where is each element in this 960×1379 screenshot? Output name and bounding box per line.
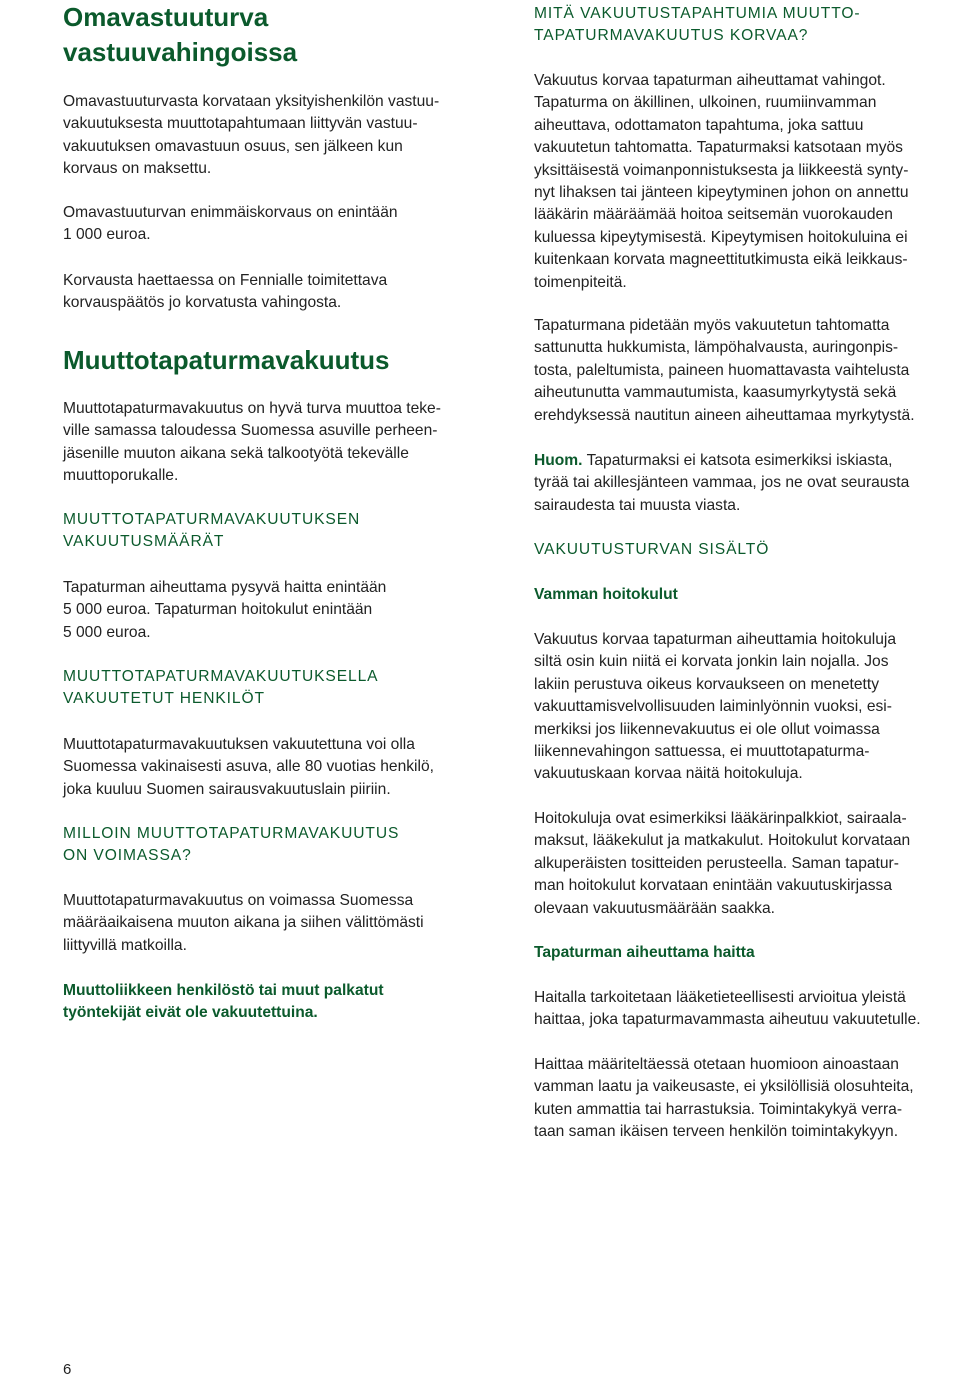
heading-vamman-hoitokulut: Vamman hoitokulut [534,586,678,603]
notice-not-insured: Muuttoliikkeen henkilöstö tai muut palkatut työntekijät eivät ole vakuutettuina. [63,982,384,1022]
omavastuu-paragraph-1: Omavastuuturvasta korvataan yksityishenkilön vastuu- vakuutuksesta muuttotapahtumaan liittyvän vastuu- vakuutuksen omavastuun osuus, sen jälkeen kun korvaus on maksettu. [63,93,440,178]
page-number: 6 [63,1361,72,1378]
voimassa-paragraph: Muuttotapaturmavakuutus on voimassa Suomessa määräaikaisena muuton aikana ja siihen välittömästi liittyvillä matkoilla. [63,892,424,954]
heading-voimassa: MILLOIN MUUTTOTAPATURMAVAKUUTUS ON VOIMASSA? [63,825,400,865]
omavastuu-paragraph-2: Omavastuuturvan enimmäiskorvaus on enintään 1 000 euroa. [63,204,398,244]
haitta-paragraph-2: Haittaa määriteltäessä otetaan huomioon ainoastaan vamman laatu ja vaikeusaste, ei yksilöllisiä olosuhteita, kuten ammattia tai harrastuksia. Toimintakykyä verra- taan saman ikäisen terveen henkilön toimintakykyyn. [534,1056,914,1141]
heading-vakuutusmaarat: MUUTTOTAPATURMAVAKUUTUKSEN VAKUUTUSMÄÄRÄT [63,511,361,551]
heading-omavastuuturva: Omavastuuturva vastuuvahingoissa [63,2,298,67]
maarat-paragraph: Tapaturman aiheuttama pysyvä haitta enintään 5 000 euroa. Tapaturman hoitokulut enintään 5 000 euroa. [63,579,387,641]
korvaa-paragraph-1: Vakuutus korvaa tapaturman aiheuttamat vahingot. Tapaturma on äkillinen, ulkoinen, ruumiinvamman aiheuttava, odottamaton tapahtuma, joka sattuu vakuutetun tahtomatta. Tapaturmaksi katsotaan myös yksittäisestä voimanponnistuksesta ja liikkeestä synty- nyt lihaksen tai jänteen kipeytyminen johon on annettu lääkärin määräämää hoitoa seitsemän vuorokauden kuluessa kipeytymisestä. Kipeytymisen hoitokuluina ei kuitenkaan korvata magneettitutkimusta eikä leikkaus- toimenpiteitä. [534,72,909,291]
hoitokulut-paragraph-2: Hoitokuluja ovat esimerkiksi lääkärinpalkkiot, sairaala- maksut, lääkekulut ja matkakulut. Hoitokulut korvataan alkuperäisten tositteiden perusteella. Saman tapatur- man hoitokulut korvataan enintään vakuutuskirjassa olevaan vakuutusmäärään saakka. [534,810,911,917]
omavastuu-paragraph-3: Korvausta haettaessa on Fennialle toimitettava korvauspäätös jo korvatusta vahingosta. [63,272,388,312]
henkilot-paragraph: Muuttotapaturmavakuutuksen vakuutettuna voi olla Suomessa vakinaisesti asuva, alle 80 vuotias henkilö, joka kuuluu Suomen sairausvakuutuslain piiriin. [63,736,434,798]
huom-label: Huom. [534,452,583,469]
hoitokulut-paragraph-1: Vakuutus korvaa tapaturman aiheuttamia hoitokuluja siltä osin kuin niitä ei korvata jonkin lain nojalla. Jos lakiin perustuva oikeus korvaukseen on menetetty vakuuttamisvelvollisuuden laiminlyönnin vuoksi, esi- merkiksi jos liikennevakuutus ei ole ollut voimassa liikennevahingon sattuessa, ei muuttotapaturma- vakuutuskaan korvaa näitä hoitokuluja. [534,631,897,783]
muutto-intro-paragraph: Muuttotapaturmavakuutus on hyvä turva muuttoa teke- ville samassa taloudessa Suomessa asuville perheen- jäsenille muuton aikana sekä talkootyötä tekevälle muuttoporukalle. [63,400,441,485]
haitta-paragraph-1: Haitalla tarkoitetaan lääketieteellisesti arvioitua yleistä haittaa, joka tapaturmavammasta aiheutuu vakuutetulle. [534,989,921,1029]
huom-paragraph: Huom. Tapaturmaksi ei katsota esimerkiksi iskiasta, tyrää tai akillesjänteen vammaa, jos ne ovat seurausta sairaudesta tai muusta viasta. [534,452,910,514]
heading-vakuutetut-henkilot: MUUTTOTAPATURMAVAKUUTUKSELLA VAKUUTETUT HENKILÖT [63,668,379,708]
korvaa-paragraph-2: Tapaturmana pidetään myös vakuutetun tahtomatta sattunutta hukkumista, lämpöhalvausta, auringonpis- tosta, paleltumista, paineen huomattavasta vaihtelusta aiheutunutta vammautumista, kaasumyrkytystä sekä erehdyksessä nautitun aineen aiheuttamaa myrkytystä. [534,317,915,424]
heading-muuttotapaturmavakuutus: Muuttotapaturmavakuutus [63,345,390,375]
heading-mita-korvaa: MITÄ VAKUUTUSTAPAHTUMIA MUUTTO- TAPATURMAVAKUUTUS KORVAA? [534,5,861,45]
heading-tapaturman-haitta: Tapaturman aiheuttama haitta [534,944,755,961]
heading-vakuutusturvan-sisalto: VAKUUTUSTURVAN SISÄLTÖ [534,541,770,558]
